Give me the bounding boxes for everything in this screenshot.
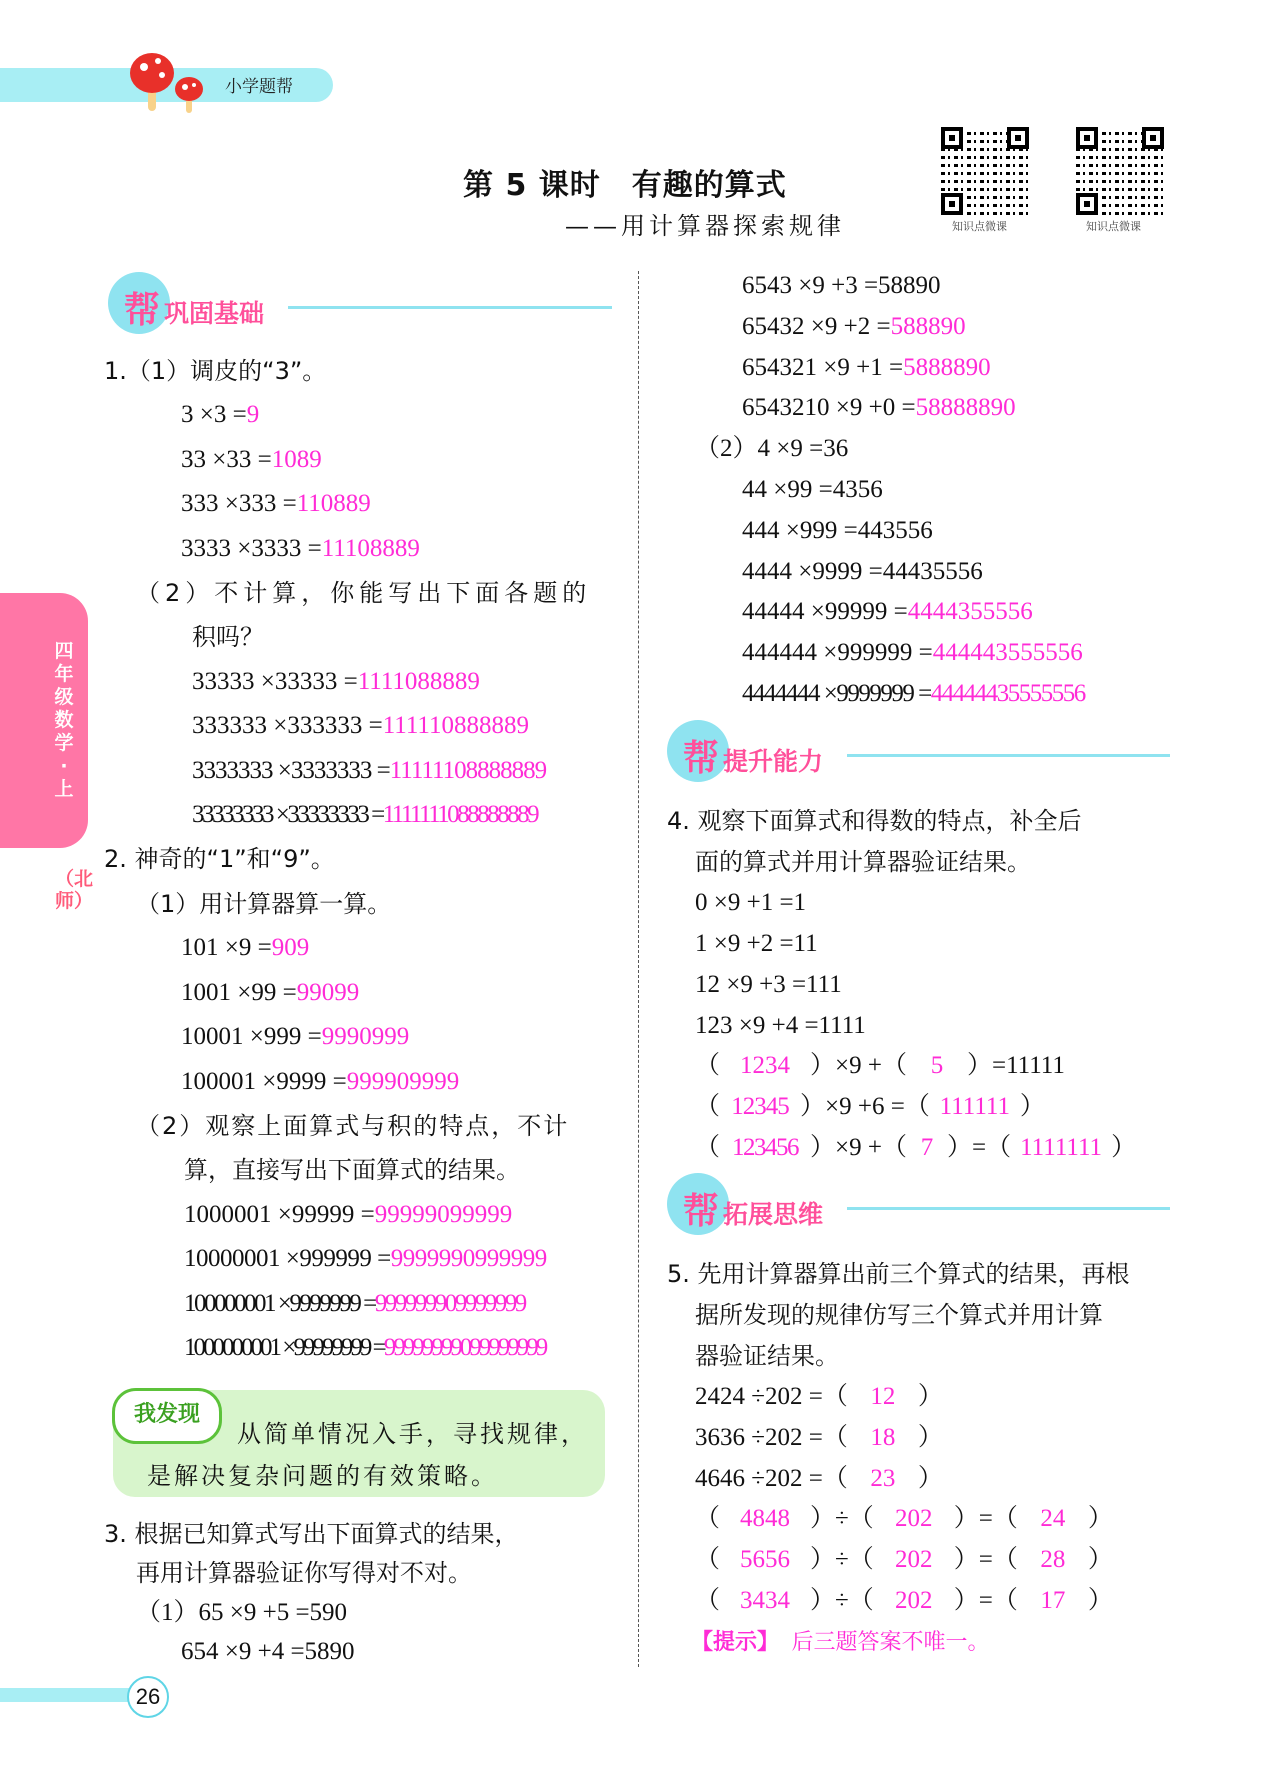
problem-text: 器验证结果。 bbox=[695, 1341, 839, 1370]
section-badge-label: 帮 bbox=[683, 1191, 720, 1232]
problem-text: （1）用计算器算一算。 bbox=[136, 889, 392, 918]
problem-1-title: 1.（1）调皮的“3”。 bbox=[104, 357, 327, 385]
equation-row: 33 ×33 =1089 bbox=[181, 445, 322, 473]
edition-label: （北师） bbox=[55, 868, 94, 912]
problem-3 bbox=[104, 1515, 519, 1671]
column-divider bbox=[638, 271, 639, 1667]
section-badge-label: 帮 bbox=[683, 738, 720, 779]
qr-code-icon[interactable] bbox=[1076, 127, 1164, 215]
equation-row: 65432 ×9 +2 =588890 bbox=[742, 312, 966, 340]
equation-row: 123 ×9 +4 =1111 bbox=[695, 1011, 866, 1039]
left-column-problems bbox=[104, 349, 592, 1370]
fill-in-row: （ 3434 ）÷（ 202 ）=（ 17 ） bbox=[695, 1587, 1113, 1615]
right-column-problem-3-cont bbox=[667, 266, 1085, 715]
page-number-band bbox=[0, 1688, 140, 1702]
problem-4 bbox=[667, 801, 1137, 1169]
section-title: 拓展思维 bbox=[723, 1200, 824, 1229]
fill-in-row: （ 5656 ）÷（ 202 ）=（ 28 ） bbox=[695, 1546, 1113, 1574]
discovery-label: 我发现 bbox=[112, 1388, 222, 1444]
section-badge-label: 帮 bbox=[124, 290, 161, 331]
equation-row: 654321 ×9 +1 =5888890 bbox=[742, 353, 991, 381]
equation-row: 101 ×9 =909 bbox=[181, 934, 310, 962]
discovery-text: 是解决复杂问题的有效策略。 bbox=[147, 1462, 498, 1490]
equation-row: 3333 ×3333 =11108889 bbox=[181, 534, 420, 562]
problem-text: 面的算式并用计算器验证结果。 bbox=[695, 847, 1031, 876]
mushroom-logo-icon bbox=[128, 45, 218, 115]
problem-4-title: 4. 观察下面算式和得数的特点，补全后 bbox=[667, 807, 1082, 835]
equation-row: 33333 ×33333 =1111088889 bbox=[192, 667, 480, 695]
fill-in-row: （ 12345 ）×9 +6 =（ 111111 ） bbox=[695, 1093, 1045, 1121]
page-number: 26 bbox=[127, 1676, 169, 1718]
problem-5 bbox=[667, 1254, 1130, 1664]
equation-row: 3 ×3 =9 bbox=[181, 401, 260, 429]
section-header-basic bbox=[108, 272, 612, 336]
section-header-improve bbox=[667, 720, 1170, 784]
section-title: 巩固基础 bbox=[164, 299, 265, 328]
problem-text: 算，直接写出下面算式的结果。 bbox=[184, 1156, 520, 1185]
equation-row: 10000001 ×999999 =9999990999999 bbox=[184, 1245, 547, 1273]
section-rule bbox=[288, 306, 612, 309]
equation-row: 1001 ×99 =99099 bbox=[181, 978, 360, 1006]
equation-row: 654 ×9 +4 =5890 bbox=[181, 1638, 355, 1665]
section-title: 提升能力 bbox=[723, 747, 824, 776]
equation-row: 1 ×9 +2 =11 bbox=[695, 929, 818, 957]
problem-3-title: 3. 根据已知算式写出下面算式的结果， bbox=[104, 1520, 519, 1548]
equation-row: 12 ×9 +3 =111 bbox=[695, 970, 842, 998]
section-rule bbox=[847, 754, 1170, 757]
qr-caption: 知识点微课 bbox=[952, 220, 1007, 233]
equation-row: 6543210 ×9 +0 =58888890 bbox=[742, 394, 1016, 422]
lesson-title: 第 5 课时 有趣的算式 bbox=[463, 168, 787, 203]
equation-row: 44 ×99 =4356 bbox=[742, 475, 883, 503]
hint-row: 【提示】 后三题答案不唯一。 bbox=[691, 1630, 990, 1656]
equation-row: 10001 ×999 =9990999 bbox=[181, 1023, 410, 1051]
equation-row: 333 ×333 =110889 bbox=[181, 490, 371, 518]
equation-row: 100000001 ×9999999 =999999909999999 bbox=[184, 1289, 525, 1317]
problem-5-title: 5. 先用计算器算出前三个算式的结果，再根 bbox=[667, 1260, 1130, 1288]
equation-row: （1）65 ×9 +5 =590 bbox=[136, 1599, 348, 1626]
equation-row: 0 ×9 +1 =1 bbox=[695, 888, 807, 916]
equation-row: （2）4 ×9 =36 bbox=[695, 435, 849, 463]
equation-row: 3333333 ×3333333 =11111108888889 bbox=[192, 756, 547, 784]
discovery-text: 从简单情况入手，寻找规律， bbox=[237, 1420, 588, 1448]
lesson-subtitle: ——用计算器探索规律 bbox=[565, 212, 845, 240]
fill-in-row: （ 1234 ）×9 +（ 5 ）=11111 bbox=[695, 1052, 1065, 1080]
equation-row: 4646 ÷202 =（ 23 ） bbox=[695, 1464, 943, 1492]
equation-row: 33333333 ×33333333 =1111111088888889 bbox=[192, 801, 538, 829]
qr-code-icon[interactable] bbox=[941, 127, 1029, 215]
equation-row: 444444 ×999999 =444443555556 bbox=[742, 639, 1083, 667]
equation-row: 333333 ×333333 =111110888889 bbox=[192, 712, 529, 740]
brand-name: 小学题帮 bbox=[225, 77, 293, 97]
problem-text: 据所发现的规律仿写三个算式并用计算 bbox=[695, 1300, 1103, 1329]
equation-row: 3636 ÷202 =（ 18 ） bbox=[695, 1423, 943, 1451]
equation-row: 2424 ÷202 =（ 12 ） bbox=[695, 1382, 943, 1410]
problem-text: 再用计算器验证你写得对不对。 bbox=[136, 1559, 472, 1587]
section-rule bbox=[847, 1207, 1170, 1210]
equation-row: 44444 ×99999 =4444355556 bbox=[742, 598, 1033, 626]
problem-text: （2）观察上面算式与积的特点，不计 bbox=[136, 1111, 570, 1140]
equation-row: 4444444 ×9999999 =44444435555556 bbox=[742, 679, 1085, 707]
problem-text: 积吗？ bbox=[192, 623, 264, 652]
equation-row: 1000000001 ×99999999 =99999999099999999 bbox=[184, 1333, 546, 1361]
equation-row: 4444 ×9999 =44435556 bbox=[742, 557, 983, 585]
equation-row: 444 ×999 =443556 bbox=[742, 516, 933, 544]
fill-in-row: （ 4848 ）÷（ 202 ）=（ 24 ） bbox=[695, 1505, 1113, 1533]
fill-in-row: （ 123456 ）×9 +（ 7 ）=（ 1111111 ） bbox=[695, 1134, 1137, 1162]
grade-label: 四年级数学·上 bbox=[54, 640, 74, 800]
qr-caption: 知识点微课 bbox=[1086, 220, 1141, 233]
equation-row: 1000001 ×99999 =99999099999 bbox=[184, 1200, 513, 1228]
problem-2-title: 2. 神奇的“1”和“9”。 bbox=[104, 845, 335, 874]
section-header-expand bbox=[667, 1173, 1170, 1237]
equation-row: 6543 ×9 +3 =58890 bbox=[742, 272, 941, 299]
problem-text: （2）不计算，你能写出下面各题的 bbox=[136, 579, 592, 608]
equation-row: 100001 ×9999 =999909999 bbox=[181, 1067, 460, 1095]
